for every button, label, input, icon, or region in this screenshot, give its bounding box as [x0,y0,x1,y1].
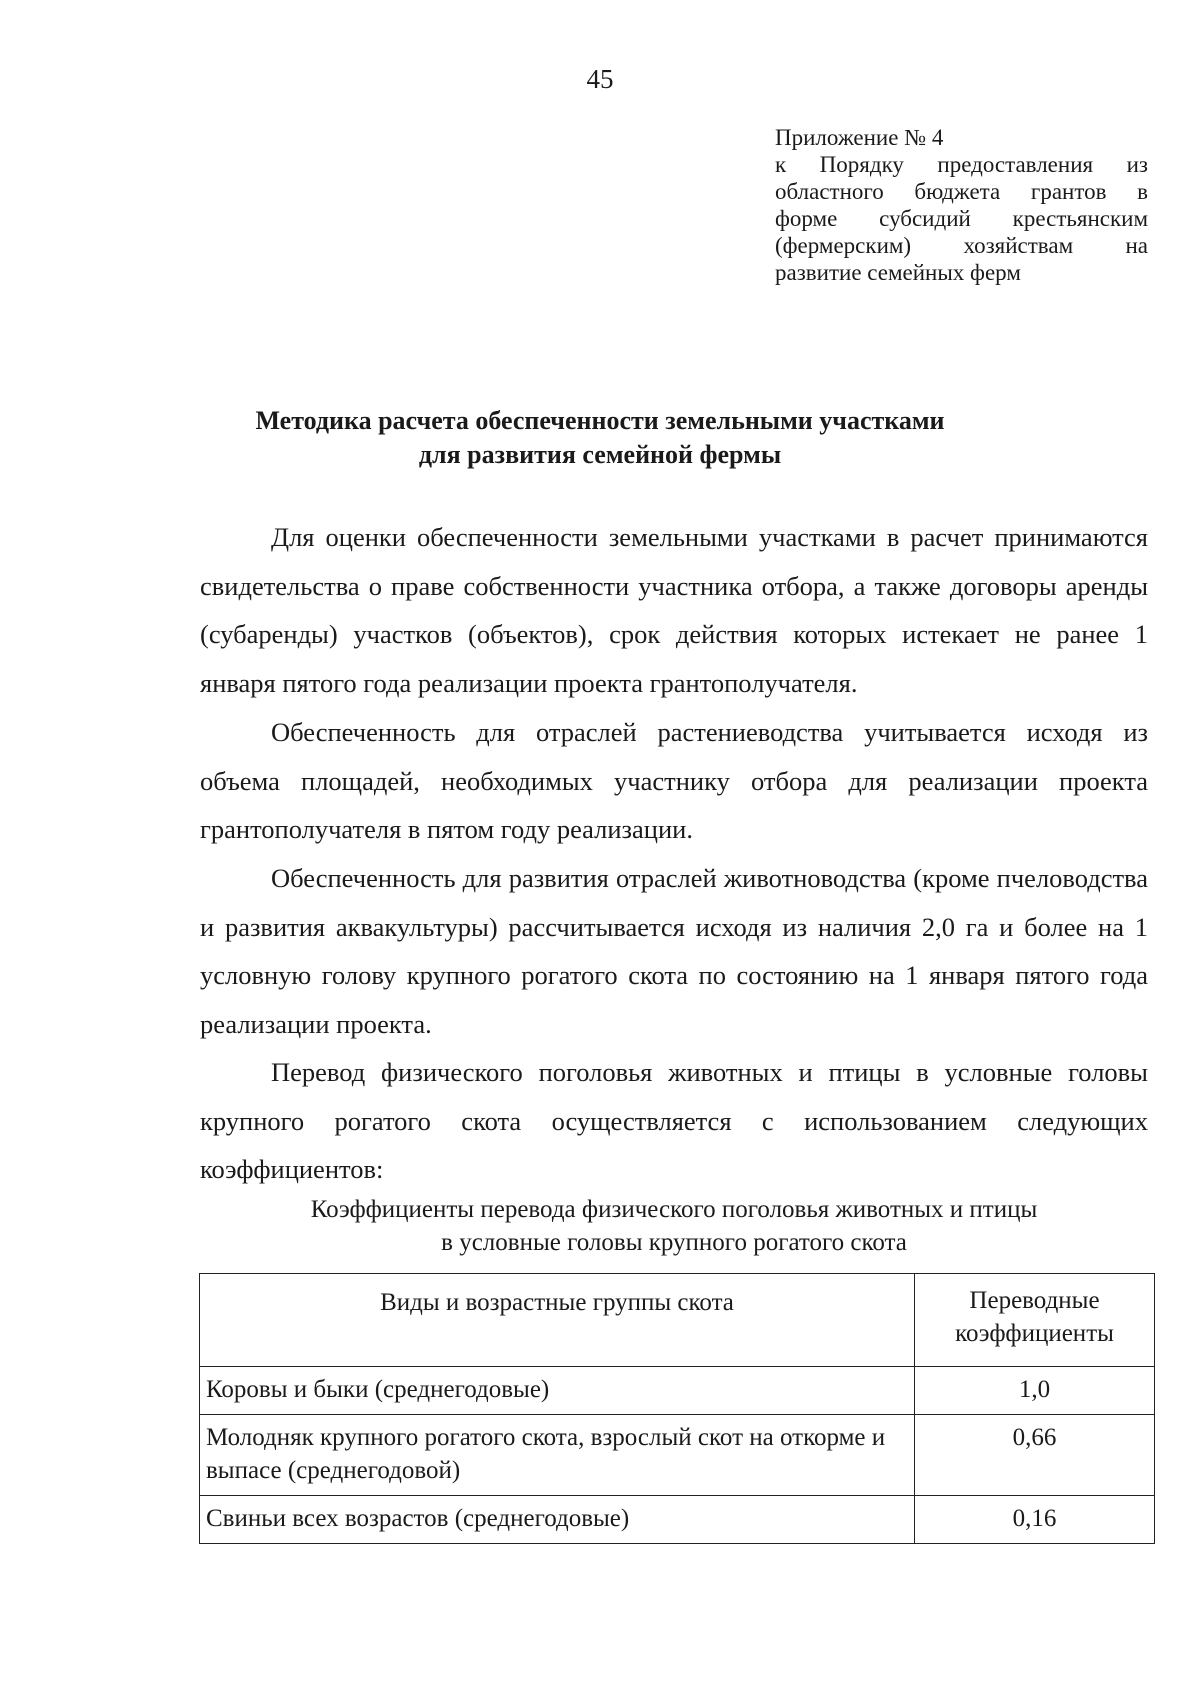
table-caption-line-2: в условные головы крупного рогатого скота [441,1229,907,1256]
table-row [200,1496,1155,1544]
paragraph-conversion: Перевод физического поголовья животных и птицы в условные головы крупного рогатого скота осуществляется с использованием следующих коэффициентов: [200,1057,1148,1184]
appendix-line-4: форме субсидий крестьянским [775,206,1148,231]
table-header-row [200,1274,1155,1367]
livestock-type-cell: Коровы и быки (среднегодовые) [200,1367,915,1415]
table-row [200,1415,1155,1496]
appendix-line-2: к Порядку предоставления из [775,152,1148,177]
appendix-line-3: областного бюджета грантов в [775,179,1148,204]
document-title-line-2: для развития семейной фермы [418,440,782,469]
appendix-line-6: развитие семейных ферм [775,260,1021,285]
document-title [170,404,1030,472]
coefficient-cell: 1,0 [915,1367,1155,1415]
coefficient-cell: 0,16 [915,1496,1155,1544]
coefficients-table [199,1273,1155,1544]
table-caption [200,1193,1148,1259]
paragraph-livestock: Обеспеченность для развития отраслей животноводства (кроме пчеловодства и развития аквакультуры) рассчитывается исходя из наличия 2,0 га и более на 1 условную голову крупного рогатого скота по состоянию на 1 января пятого года реализации проекта. [200,863,1148,1039]
column-header-livestock-type: Виды и возрастные группы скота [200,1274,915,1367]
document-title-line-1: Методика расчета обеспеченности земельными участками [255,406,945,435]
column-header-coefficient: Переводные коэффициенты [915,1274,1155,1367]
appendix-line-1: Приложение № 4 [775,125,944,150]
appendix-line-5: (фермерским) хозяйствам на [775,233,1148,258]
table-caption-line-1: Коэффициенты перевода физического поголовья животных и птицы [310,1196,1038,1223]
page-number: 45 [586,64,614,94]
paragraph-crop-production: Обеспеченность для отраслей растениеводства учитывается исходя из объема площадей, необходимых участнику отбора для реализации проекта грантополучателя в пятом году реализации. [200,717,1148,844]
table-row [200,1367,1155,1415]
livestock-type-cell: Молодняк крупного рогатого скота, взрослый скот на откорме и выпасе (среднегодовой) [200,1415,915,1496]
coefficient-cell: 0,66 [915,1415,1155,1496]
appendix-note [775,124,1148,286]
paragraph-land-documents: Для оценки обеспеченности земельными участками в расчет принимаются свидетельства о праве собственности участника отбора, а также договоры аренды (субаренды) участков (объектов), срок действия которых истекает не ранее 1 января пятого года реализации проекта грантополучателя. [200,522,1148,698]
livestock-type-cell: Свиньи всех возрастов (среднегодовые) [200,1496,915,1544]
